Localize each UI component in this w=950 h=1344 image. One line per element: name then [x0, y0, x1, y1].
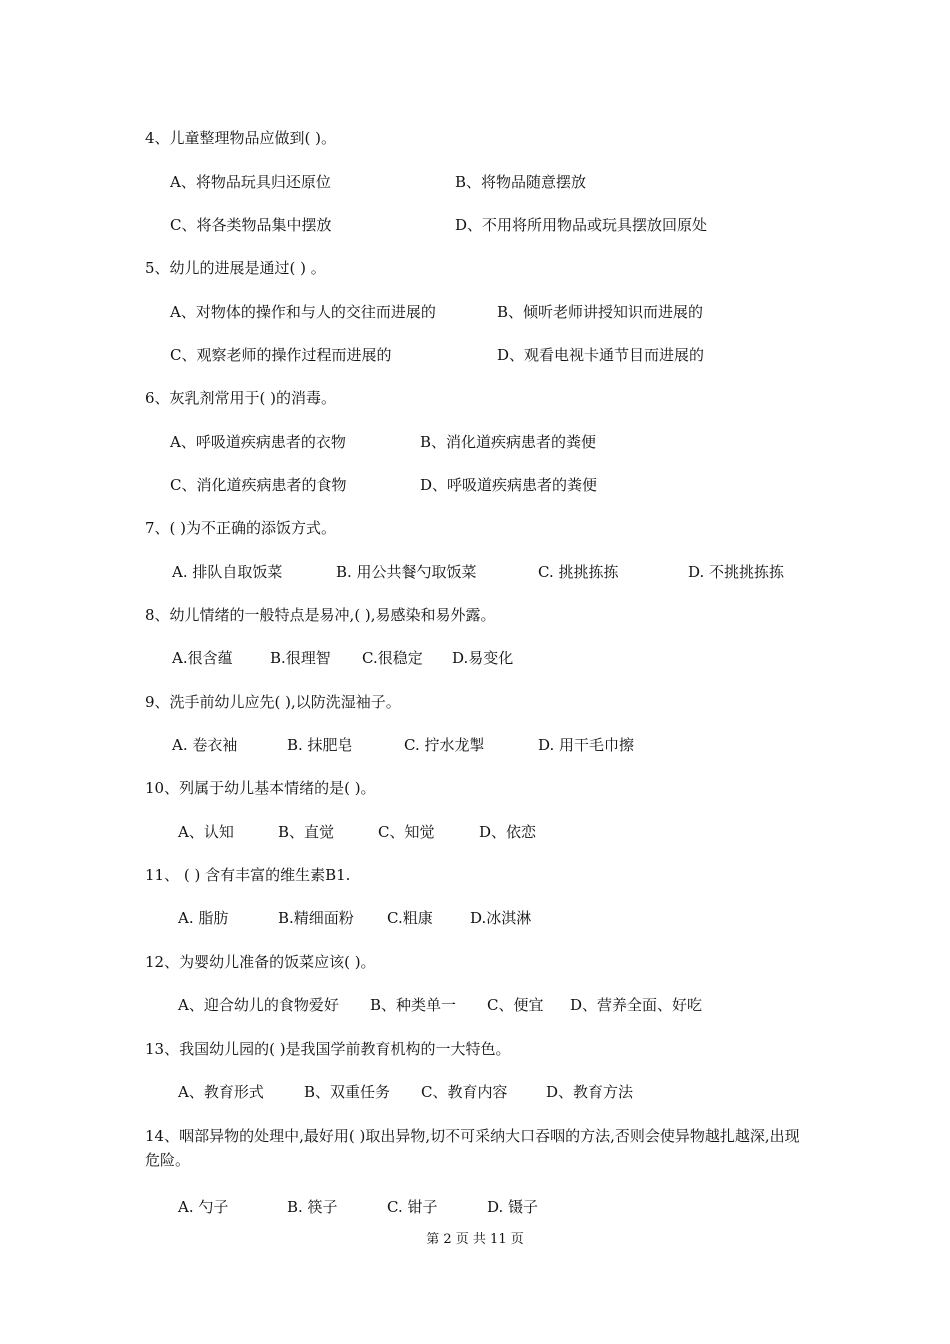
option-12c: C、便宜 — [487, 996, 544, 1014]
question-12: 12、为婴幼儿准备的饭菜应该( )。 — [145, 953, 376, 971]
option-5a: A、对物体的操作和与人的交往而进展的 — [170, 303, 436, 321]
option-13d: D、教育方法 — [546, 1083, 634, 1101]
page-number: 第 2 页 共 11 页 — [426, 1232, 524, 1247]
option-13a: A、教育形式 — [178, 1083, 264, 1101]
question-8: 8、幼儿情绪的一般特点是易冲,( ),易感染和易外露。 — [145, 606, 496, 624]
option-8b: B.很理智 — [270, 649, 331, 667]
option-9b: B. 抹肥皂 — [287, 736, 353, 754]
option-14a: A. 勺子 — [178, 1198, 229, 1216]
option-9d: D. 用干毛巾擦 — [538, 736, 635, 754]
option-9c: C. 拧水龙掣 — [404, 736, 485, 754]
option-10a: A、认知 — [178, 823, 234, 841]
option-14d: D. 镊子 — [487, 1198, 539, 1216]
option-8d: D.易变化 — [452, 649, 514, 667]
option-12b: B、种类单一 — [370, 996, 457, 1014]
option-10b: B、直觉 — [278, 823, 335, 841]
option-4a: A、将物品玩具归还原位 — [170, 173, 331, 191]
option-13c: C、教育内容 — [421, 1083, 508, 1101]
option-7d: D. 不挑挑拣拣 — [688, 563, 785, 581]
question-14: 14、咽部异物的处理中,最好用( )取出异物,切不可采纳大口吞咽的方法,否则会使异物越扎越深,出现危险。 — [145, 1127, 800, 1169]
option-9a: A. 卷衣袖 — [172, 736, 238, 754]
option-6b: B、消化道疾病患者的粪便 — [420, 433, 597, 451]
option-8a: A.很含蕴 — [172, 649, 233, 667]
option-6a: A、呼吸道疾病患者的衣物 — [170, 433, 346, 451]
question-10: 10、列属于幼儿基本情绪的是( )。 — [145, 779, 376, 797]
option-11d: D.冰淇淋 — [470, 909, 532, 927]
option-10d: D、依恋 — [479, 823, 537, 841]
question-4: 4、儿童整理物品应做到( )。 — [145, 129, 337, 147]
question-13: 13、我国幼儿园的( )是我国学前教育机构的一大特色。 — [145, 1040, 511, 1058]
option-4d: D、不用将所用物品或玩具摆放回原处 — [455, 216, 708, 234]
option-4b: B、将物品随意摆放 — [455, 173, 587, 191]
question-6: 6、灰乳剂常用于( )的消毒。 — [145, 389, 337, 407]
option-6d: D、呼吸道疾病患者的粪便 — [420, 476, 598, 494]
option-12d: D、营养全面、好吃 — [570, 996, 703, 1014]
option-7c: C. 挑挑拣拣 — [538, 563, 619, 581]
option-5d: D、观看电视卡通节目而进展的 — [497, 346, 705, 364]
option-6c: C、消化道疾病患者的食物 — [170, 476, 347, 494]
option-5b: B、倾听老师讲授知识而进展的 — [497, 303, 704, 321]
option-7b: B. 用公共餐勺取饭菜 — [336, 563, 477, 581]
option-11c: C.粗康 — [387, 909, 433, 927]
option-5c: C、观察老师的操作过程而进展的 — [170, 346, 392, 364]
option-13b: B、双重任务 — [304, 1083, 391, 1101]
question-5: 5、幼儿的进展是通过( ) 。 — [145, 259, 326, 277]
option-8c: C.很稳定 — [362, 649, 423, 667]
option-12a: A、迎合幼儿的食物爱好 — [178, 996, 339, 1014]
option-4c: C、将各类物品集中摆放 — [170, 216, 332, 234]
option-11a: A. 脂肪 — [178, 909, 229, 927]
option-14b: B. 筷子 — [287, 1198, 338, 1216]
question-11: 11、 ( ) 含有丰富的维生素B1. — [145, 866, 351, 884]
option-14c: C. 钳子 — [387, 1198, 438, 1216]
question-9: 9、洗手前幼儿应先( ),以防洗湿袖子。 — [145, 693, 401, 711]
option-11b: B.精细面粉 — [278, 909, 354, 927]
question-7: 7、( )为不正确的添饭方式。 — [145, 519, 337, 537]
option-7a: A. 排队自取饭菜 — [172, 563, 283, 581]
option-10c: C、知觉 — [378, 823, 435, 841]
